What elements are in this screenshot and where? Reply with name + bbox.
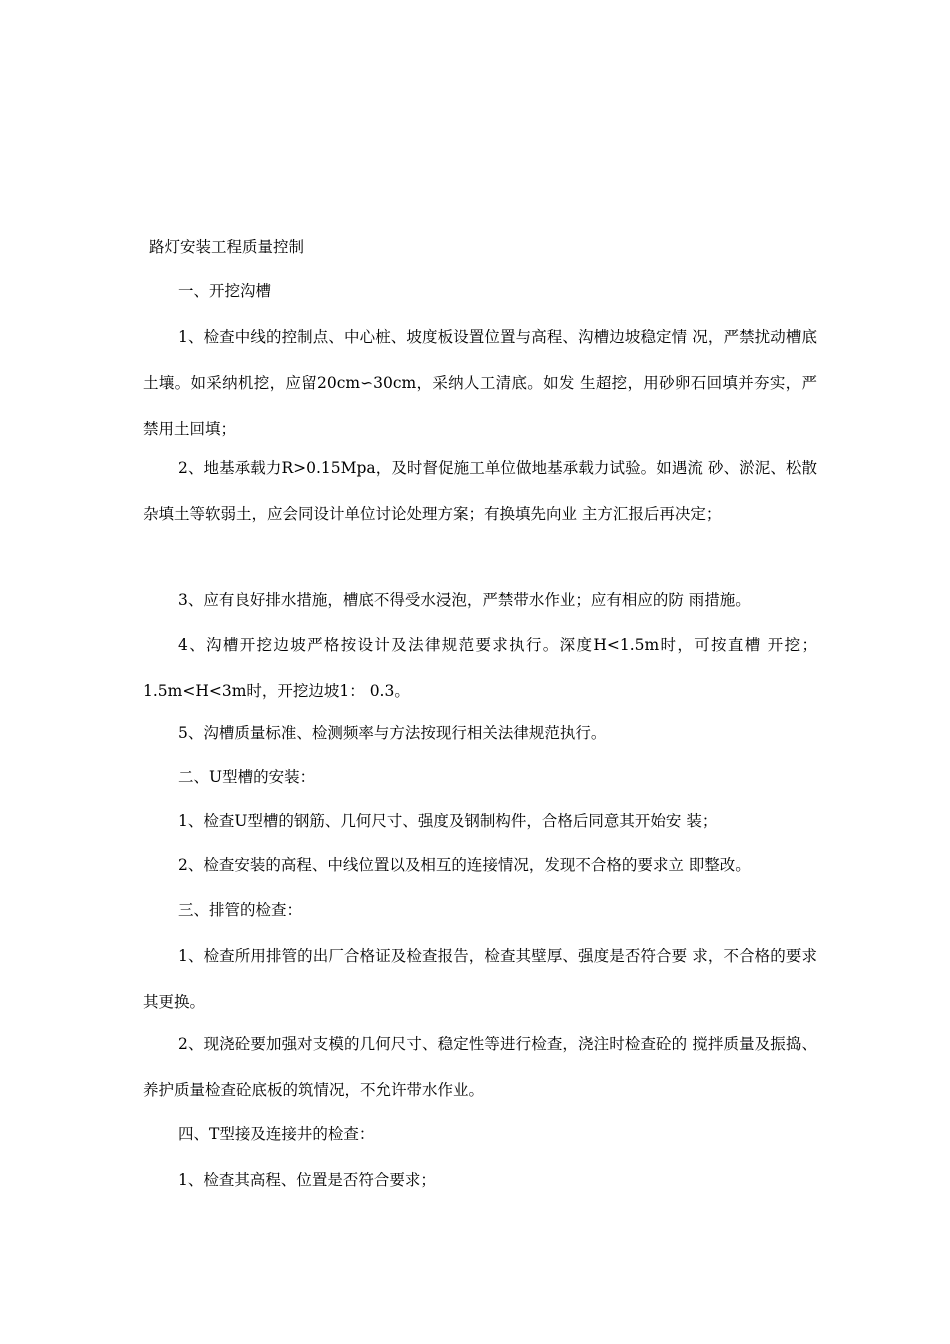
paragraph-1-3: 3、应有良好排水措施，槽底不得受水浸泡，严禁带水作业；应有相应的防 雨措施。 [178, 591, 751, 609]
paragraph-1-2: 2、地基承载力R>0.15Mpa，及时督促施工单位做地基承载力试验。如遇流 砂、淤泥、松散杂填土等软弱土，应会同设计单位讨论处理方案；有换填先向业 主方汇报后再决定； [143, 459, 817, 523]
section-heading-2: 二、U型槽的安装： [178, 768, 316, 786]
paragraph-2-1: 1、检查U型槽的钢筋、几何尺寸、强度及钢制构件，合格后同意其开始安 装； [178, 812, 718, 830]
paragraph-3-1: 1、检查所用排管的出厂合格证及检查报告，检查其壁厚、强度是否符合要 求，不合格的要求其更换。 [143, 947, 817, 1011]
section-heading-4: 四、T型接及连接井的检查： [178, 1125, 375, 1143]
section-heading-1: 一、开挖沟槽 [178, 282, 272, 300]
document-title: 路灯安装工程质量控制 [149, 238, 305, 256]
paragraph-4-1: 1、检查其高程、位置是否符合要求； [178, 1171, 436, 1189]
section-heading-3: 三、排管的检查： [178, 901, 303, 919]
paragraph-3-2: 2、现浇砼要加强对支模的几何尺寸、稳定性等进行检查，浇注时检查砼的 搅拌质量及振捣、养护质量检查砼底板的筑情况，不允许带水作业。 [143, 1035, 817, 1099]
paragraph-1-4: 4、沟槽开挖边坡严格按设计及法律规范要求执行。深度H<1.5m时，可按直槽 开挖；1.5m<H<3m时，开挖边坡1： 0.3。 [143, 636, 817, 700]
paragraph-1-5: 5、沟槽质量标准、检测频率与方法按现行相关法律规范执行。 [178, 724, 607, 742]
paragraph-2-2: 2、检查安装的高程、中线位置以及相互的连接情况，发现不合格的要求立 即整改。 [178, 856, 751, 874]
paragraph-1-1: 1、检查中线的控制点、中心桩、坡度板设置位置与高程、沟槽边坡稳定情 况，严禁扰动槽底土壤。如采纳机挖，应留20cm∽30cm，采纳人工清底。如发 生超挖，用砂卵石回填并夯实，严禁用土回填； [143, 328, 817, 438]
